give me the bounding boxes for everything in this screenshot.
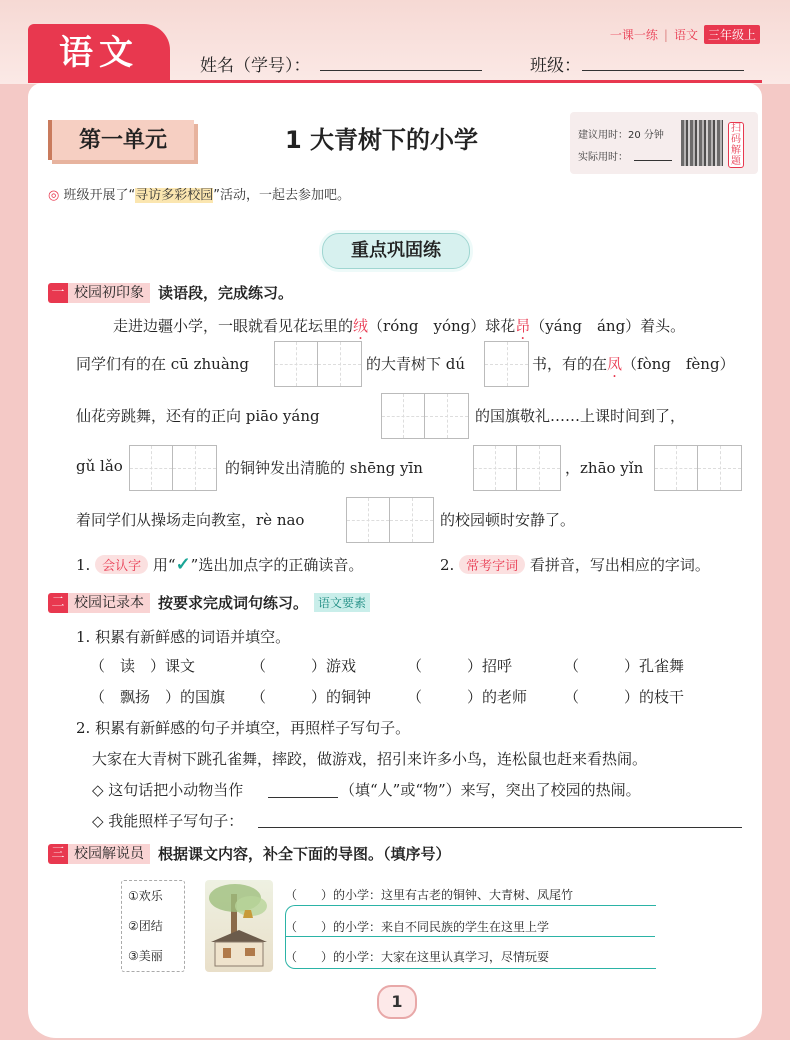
actual-time-label: 实际用时： <box>578 152 628 163</box>
name-label: 姓名（学号）： <box>200 56 311 76</box>
part1-number: 一 <box>48 283 68 303</box>
option-item: ②团结 <box>128 919 163 933</box>
part2-number: 二 <box>48 593 68 613</box>
word-blank[interactable]: （ 飘扬 ）的国旗 <box>90 688 226 706</box>
mindmap-branch[interactable]: （ ）的小学：这里有古老的铜钟、大青树、凤尾竹 <box>285 888 574 902</box>
series-name: 一课一练 <box>609 28 658 42</box>
scan-label: 扫码解题 <box>728 122 744 168</box>
part1-question-1 <box>76 554 363 575</box>
writing-grid[interactable] <box>381 393 469 439</box>
ring-icon: ◎ <box>48 188 60 203</box>
part3-tag: 校园解说员 <box>68 844 150 864</box>
part1-question-2 <box>440 554 710 575</box>
question-number: 1. <box>76 556 91 574</box>
pinyin-choice[interactable]: （yáng áng）着头。 <box>530 317 686 335</box>
intro-line <box>48 184 350 203</box>
grade-badge: 三年级上 <box>704 25 760 44</box>
class-label: 班级： <box>530 56 581 76</box>
word-blank[interactable]: （ ）招呼 <box>407 657 513 675</box>
bullet-2: ◇ 我能照样子写句子： <box>92 812 244 830</box>
question-tag: 常考字词 <box>459 555 525 574</box>
passage-line-3-b: 的国旗敬礼……上课时间到了， <box>475 407 686 425</box>
class-field[interactable] <box>582 70 744 71</box>
passage-line-2-b: 的大青树下 dú <box>366 355 466 373</box>
passage-line-2-a: 同学们有的在 cū zhuàng <box>76 355 250 373</box>
bullet-1-b: （填“人”或“物”）来写，突出了校园的热闹。 <box>340 781 641 799</box>
suggested-time: 建议用时：20 分钟 <box>578 130 664 141</box>
part2-heading <box>48 592 370 613</box>
part1-title: 读语段，完成练习。 <box>158 284 294 302</box>
name-field[interactable] <box>320 70 482 71</box>
word-blank[interactable]: （ ）的老师 <box>407 688 528 706</box>
passage-text: 书，有的在 <box>532 355 608 373</box>
part2-title: 按要求完成词句练习。 <box>158 594 309 612</box>
part1-heading <box>48 282 293 303</box>
intro-highlight: 寻访多彩校园 <box>135 188 214 203</box>
person-or-thing-field[interactable] <box>268 797 338 798</box>
passage-line-5-b: 的校园顿时安静了。 <box>440 511 576 529</box>
part1-tag: 校园初印象 <box>68 283 150 303</box>
writing-grid[interactable] <box>654 445 742 491</box>
section-title: 重点巩固练 <box>322 233 470 269</box>
mindmap-branch[interactable]: （ ）的小学：来自不同民族的学生在这里上学 <box>285 920 550 934</box>
passage-line-4-a: gǔ lǎo <box>76 457 123 475</box>
dotted-char: 凤 <box>607 355 623 373</box>
writing-grid[interactable] <box>473 445 561 491</box>
writing-grid[interactable] <box>346 497 434 543</box>
element-badge: 语文要素 <box>314 593 370 612</box>
question-text: 用“ <box>152 556 176 574</box>
pinyin-choice[interactable]: （róng yóng）球花 <box>368 317 516 335</box>
unit-label: 第一单元 <box>48 120 194 160</box>
intro-pre: 班级开展了“ <box>63 188 136 203</box>
qr-code[interactable] <box>681 120 723 166</box>
page-number: 1 <box>377 985 417 1019</box>
word-blank[interactable]: （ ）孔雀舞 <box>564 657 685 675</box>
passage-line-3-a: 仙花旁跳舞，还有的正向 piāo yáng <box>76 407 320 425</box>
passage-line-2-c <box>532 353 735 374</box>
part3-title: 根据课文内容，补全下面的导图。（填序号） <box>158 845 451 863</box>
subject-name: 语文 <box>673 28 698 42</box>
dotted-char: 绒 <box>353 317 369 335</box>
passage-line-4-b: 的铜钟发出清脆的 shēng yīn <box>225 459 423 477</box>
question-tag: 会认字 <box>95 555 148 574</box>
actual-time-field[interactable] <box>634 160 672 161</box>
check-icon: ✓ <box>175 554 191 575</box>
series-info <box>610 25 760 44</box>
word-blank[interactable]: （ ）游戏 <box>251 657 357 675</box>
passage-line-1 <box>113 315 685 336</box>
word-blank[interactable]: （ ）的枝干 <box>564 688 685 706</box>
question-text: ”选出加点字的正确读音。 <box>190 556 364 574</box>
word-blank[interactable]: （ ）的铜钟 <box>251 688 372 706</box>
question-number: 2. <box>440 556 455 574</box>
writing-grid[interactable] <box>129 445 217 491</box>
pinyin-choice[interactable]: （fòng fèng） <box>622 355 735 373</box>
option-item: ①欢乐 <box>128 889 163 903</box>
options-box <box>121 880 185 972</box>
series-separator: | <box>663 27 668 42</box>
part2-question-2: 2. 积累有新鲜感的句子并填空，再照样子写句子。 <box>76 719 411 737</box>
passage-text: 走进边疆小学，一眼就看见花坛里的 <box>113 317 354 335</box>
subject-logo: 语文 <box>28 24 170 82</box>
example-sentence: 大家在大青树下跳孔雀舞，摔跤，做游戏，招引来许多小鸟，连松鼠也赶来看热闹。 <box>92 750 648 768</box>
school-illustration <box>205 880 273 972</box>
passage-line-5-a: 着同学们从操场走向教室，rè nao <box>76 511 305 529</box>
part2-question-1: 1. 积累有新鲜感的词语并填空。 <box>76 628 291 646</box>
bullet-1-a: ◇ 这句话把小动物当作 <box>92 781 244 799</box>
lesson-title: 1 大青树下的小学 <box>285 126 479 154</box>
mindmap-branch-line <box>285 936 655 937</box>
writing-grid[interactable] <box>484 341 529 387</box>
intro-post: ”活动，一起去参加吧。 <box>213 188 350 203</box>
passage-line-4-c: ，zhāo yǐn <box>565 459 644 477</box>
mindmap-branch[interactable]: （ ）的小学：大家在这里认真学习，尽情玩耍 <box>285 950 550 964</box>
part3-number: 三 <box>48 844 68 864</box>
part2-tag: 校园记录本 <box>68 593 150 613</box>
question-text: 看拼音，写出相应的字词。 <box>529 556 710 574</box>
sentence-write-field[interactable] <box>258 827 742 828</box>
dotted-char: 昂 <box>515 317 531 335</box>
part3-heading <box>48 843 451 864</box>
writing-grid[interactable] <box>274 341 362 387</box>
option-item: ③美丽 <box>128 949 163 963</box>
word-blank[interactable]: （ 读 ）课文 <box>90 657 196 675</box>
